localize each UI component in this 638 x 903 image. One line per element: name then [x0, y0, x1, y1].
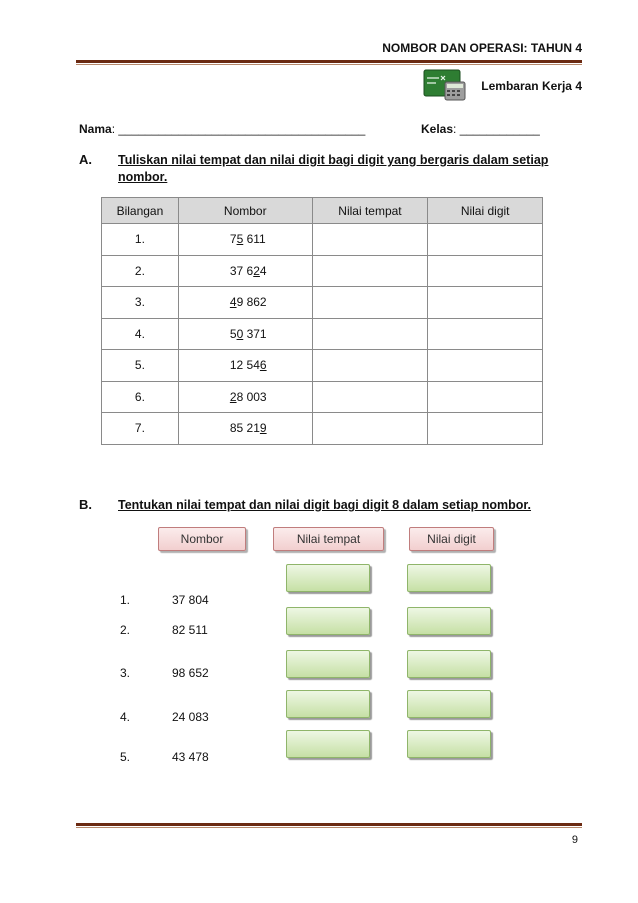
answer-nilai-tempat[interactable] [312, 350, 428, 382]
name-field[interactable] [79, 122, 365, 136]
answer-box-nilai-tempat[interactable] [286, 650, 370, 678]
answer-box-nilai-digit[interactable] [407, 564, 491, 592]
pill-nilai-digit: Nilai digit [409, 527, 494, 551]
answer-nilai-tempat[interactable] [312, 318, 428, 350]
table-row [102, 287, 543, 319]
number-prefix: 7 [229, 232, 237, 247]
answer-box-nilai-tempat[interactable] [286, 730, 370, 758]
number-prefix: 5 [229, 326, 237, 341]
row-bilangan: 3. [102, 287, 179, 319]
answer-nilai-digit[interactable] [428, 413, 543, 445]
col-header-nilai-digit: Nilai digit [428, 198, 543, 224]
answer-nilai-tempat[interactable] [312, 255, 428, 287]
footer-rule [76, 823, 582, 826]
row-nombor [178, 381, 312, 413]
number-prefix: 12 54 [229, 358, 260, 373]
list-item-value: 98 652 [172, 666, 209, 680]
table-row [102, 318, 543, 350]
section-a-table [101, 197, 543, 445]
answer-nilai-digit[interactable] [428, 224, 543, 256]
answer-nilai-tempat[interactable] [312, 224, 428, 256]
row-nombor [178, 318, 312, 350]
number-suffix: 371 [243, 326, 267, 341]
answer-nilai-tempat[interactable] [312, 287, 428, 319]
pill-nilai-tempat: Nilai tempat [273, 527, 384, 551]
list-item-number: 2. [120, 623, 131, 637]
underlined-digit: 2 [253, 263, 260, 278]
number-prefix: 37 6 [229, 263, 254, 278]
header-rule-thin [76, 64, 582, 65]
underlined-digit: 4 [229, 295, 237, 310]
list-item-number: 1. [120, 593, 131, 607]
col-header-nilai-tempat: Nilai tempat [312, 198, 428, 224]
class-line: : ____________ [453, 122, 540, 136]
answer-box-nilai-tempat[interactable] [286, 607, 370, 635]
row-bilangan: 2. [102, 255, 179, 287]
name-label: Nama [79, 122, 112, 136]
answer-box-nilai-tempat[interactable] [286, 564, 370, 592]
answer-nilai-tempat[interactable] [312, 381, 428, 413]
answer-nilai-digit[interactable] [428, 318, 543, 350]
number-suffix: 611 [243, 232, 266, 247]
calculator-chalkboard-icon [423, 68, 467, 102]
col-header-nombor: Nombor [178, 198, 312, 224]
name-line: : _____________________________________ [111, 122, 366, 136]
row-bilangan: 1. [102, 224, 179, 256]
list-item-value: 43 478 [172, 750, 209, 764]
number-suffix: 8 003 [236, 389, 267, 404]
row-bilangan: 5. [102, 350, 179, 382]
row-bilangan: 6. [102, 381, 179, 413]
row-nombor [178, 255, 312, 287]
table-row [102, 381, 543, 413]
underlined-digit: 5 [236, 232, 244, 247]
answer-box-nilai-digit[interactable] [407, 607, 491, 635]
answer-nilai-digit[interactable] [428, 255, 543, 287]
section-a-instruction: Tuliskan nilai tempat dan nilai digit bagi digit yang bergaris dalam setiap nombor. [118, 153, 549, 184]
answer-box-nilai-digit[interactable] [407, 650, 491, 678]
answer-nilai-digit[interactable] [428, 350, 543, 382]
row-bilangan: 7. [102, 413, 179, 445]
number-suffix: 4 [259, 263, 267, 278]
answer-nilai-tempat[interactable] [312, 413, 428, 445]
section-a-letter: A. [79, 152, 92, 167]
number-suffix: 9 862 [236, 295, 267, 310]
header-rule [76, 60, 582, 63]
list-item-number: 3. [120, 666, 131, 680]
col-header-bilangan: Bilangan [102, 198, 179, 224]
list-item-number: 5. [120, 750, 131, 764]
row-bilangan: 4. [102, 318, 179, 350]
pill-nombor: Nombor [158, 527, 246, 551]
list-item-value: 24 083 [172, 710, 209, 724]
answer-box-nilai-tempat[interactable] [286, 690, 370, 718]
answer-nilai-digit[interactable] [428, 287, 543, 319]
footer-rule-thin [76, 827, 582, 828]
table-row [102, 350, 543, 382]
table-row [102, 255, 543, 287]
answer-box-nilai-digit[interactable] [407, 690, 491, 718]
class-field[interactable] [421, 122, 540, 136]
row-nombor [178, 287, 312, 319]
section-b-letter: B. [79, 497, 92, 512]
header-title: NOMBOR DAN OPERASI: TAHUN 4 [382, 41, 582, 55]
underlined-digit: 0 [236, 326, 244, 341]
underlined-digit: 6 [259, 358, 267, 373]
row-nombor [178, 224, 312, 256]
section-b-instruction: Tentukan nilai tempat dan nilai digit bagi digit 8 dalam setiap nombor. [118, 498, 532, 512]
class-label: Kelas [421, 122, 454, 136]
row-nombor [178, 350, 312, 382]
sheet-label: Lembaran Kerja 4 [481, 79, 582, 93]
list-item-value: 37 804 [172, 593, 209, 607]
table-row [102, 224, 543, 256]
answer-box-nilai-digit[interactable] [407, 730, 491, 758]
underlined-digit: 9 [259, 421, 267, 436]
row-nombor [178, 413, 312, 445]
table-row [102, 413, 543, 445]
number-prefix: 85 21 [229, 421, 260, 436]
list-item-value: 82 511 [172, 623, 208, 637]
list-item-number: 4. [120, 710, 131, 724]
page-number: 9 [571, 834, 578, 846]
answer-nilai-digit[interactable] [428, 381, 543, 413]
underlined-digit: 2 [229, 389, 237, 404]
